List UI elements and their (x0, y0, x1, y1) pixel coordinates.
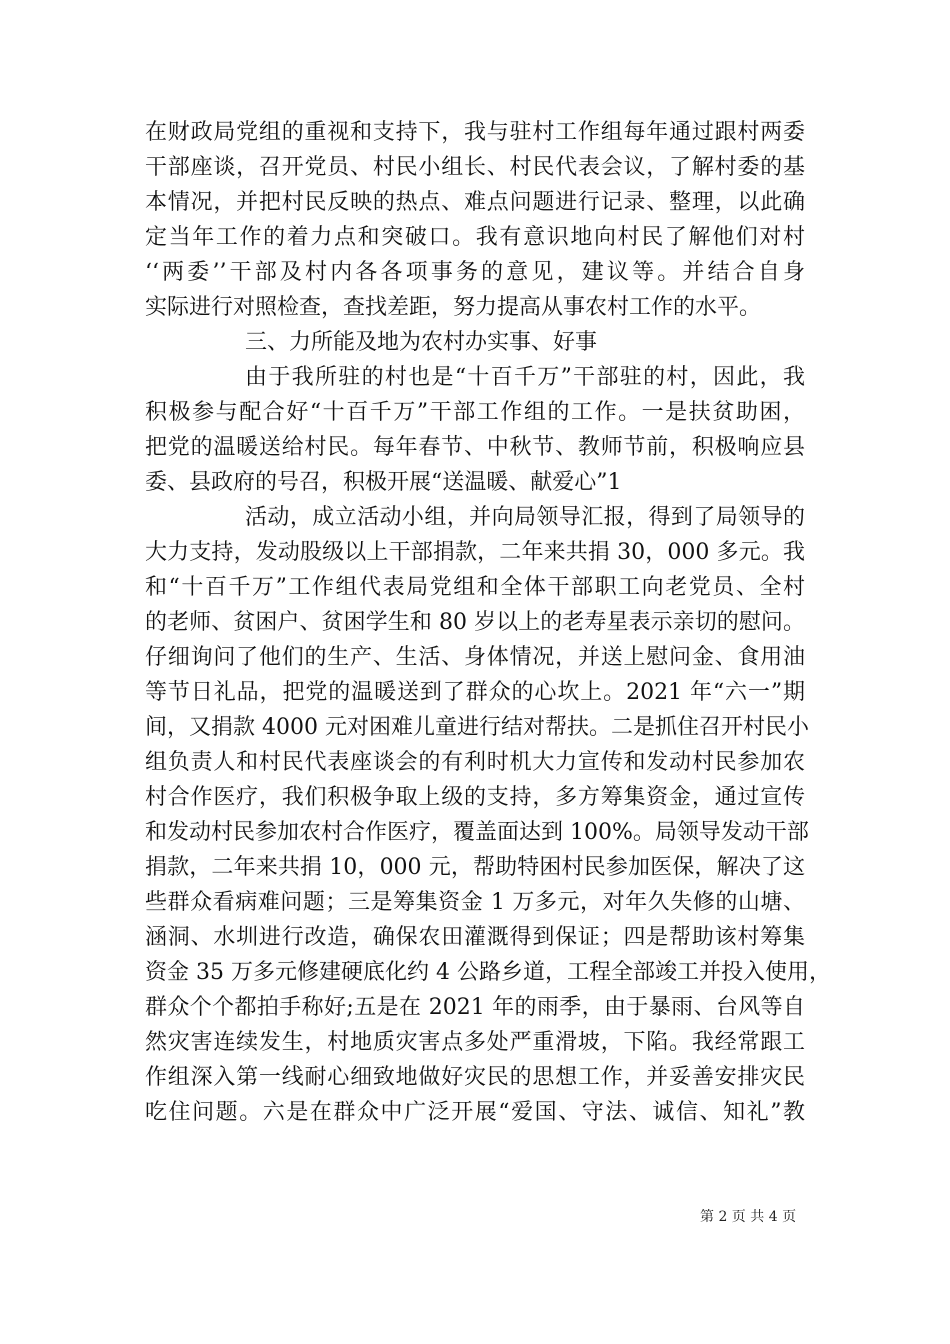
text-line: 在财政局党组的重视和支持下，我与驻村工作组每年通过跟村两委 (145, 120, 805, 145)
document-body (145, 115, 831, 1130)
text-line: 和“十百千万”工作组代表局党组和全体干部职工向老党员、全村 (145, 575, 805, 600)
text-line: 吃住问题。六是在群众中广泛开展“爱国、守法、诚信、知礼”教 (145, 1100, 805, 1125)
text-line: 三、力所能及地为农村办实事、好事 (245, 330, 598, 355)
text-line: 仔细询问了他们的生产、生活、身体情况，并送上慰问金、食用油 (145, 645, 805, 670)
text-line: 委、县政府的号召，积极开展“送温暖、献爱心”1 (145, 470, 622, 495)
text-line: 然灾害连续发生，村地质灾害点多处严重滑坡，下陷。我经常跟工 (145, 1030, 805, 1055)
text-line: 些群众看病难问题；三是筹集资金 1 万多元，对年久失修的山塘、 (145, 890, 805, 915)
text-line: 的老师、贫困户、贫困学生和 80 岁以上的老寿星表示亲切的慰问。 (145, 610, 805, 635)
text-line: 活动，成立活动小组，并向局领导汇报，得到了局领导的 (245, 505, 805, 530)
text-line: 干部座谈，召开党员、村民小组长、村民代表会议，了解村委的基 (145, 155, 805, 180)
text-line: 等节日礼品，把党的温暖送到了群众的心坎上。2021 年“六一”期 (145, 680, 805, 705)
text-line: 捐款，二年来共捐 10，000 元，帮助特困村民参加医保，解决了这 (145, 855, 805, 880)
text-line: 间，又捐款 4000 元对困难儿童进行结对帮扶。二是抓住召开村民小 (145, 715, 809, 740)
text-line: 和发动村民参加农村合作医疗，覆盖面达到 100%。局领导发动干部 (145, 820, 809, 845)
text-line: 村合作医疗，我们积极争取上级的支持，多方筹集资金，通过宣传 (145, 785, 805, 810)
text-line: 作组深入第一线耐心细致地做好灾民的思想工作，并妥善安排灾民 (145, 1065, 805, 1090)
text-line: 组负责人和村民代表座谈会的有利时机大力宣传和发动村民参加农 (145, 750, 805, 775)
text-line: 把党的温暖送给村民。每年春节、中秋节、教师节前，积极响应县 (145, 435, 805, 460)
text-line: 定当年工作的着力点和突破口。我有意识地向村民了解他们对村 (145, 225, 805, 250)
page-number: 第 2 页 共 4 页 (700, 1209, 797, 1225)
text-line: 资金 35 万多元修建硬底化约 4 公路乡道，工程全部竣工并投入使用， (145, 960, 831, 985)
text-line: 群众个个都拍手称好;五是在 2021 年的雨季，由于暴雨、台风等自 (145, 995, 805, 1020)
text-line: 实际进行对照检查，查找差距，努力提高从事农村工作的水平。 (145, 295, 762, 320)
text-line: 本情况，并把村民反映的热点、难点问题进行记录、整理，以此确 (145, 190, 805, 215)
text-line: 由于我所驻的村也是“十百千万”干部驻的村，因此，我 (245, 365, 805, 390)
text-line: ‘‘两委’’干部及村内各各项事务的意见，建议等。并结合自身 (145, 260, 805, 285)
text-line: 大力支持，发动股级以上干部捐款，二年来共捐 30，000 多元。我 (145, 540, 805, 565)
text-line: 涵洞、水圳进行改造，确保农田灌溉得到保证；四是帮助该村筹集 (145, 925, 805, 950)
text-line: 积极参与配合好“十百千万”干部工作组的工作。一是扶贫助困， (145, 400, 805, 425)
